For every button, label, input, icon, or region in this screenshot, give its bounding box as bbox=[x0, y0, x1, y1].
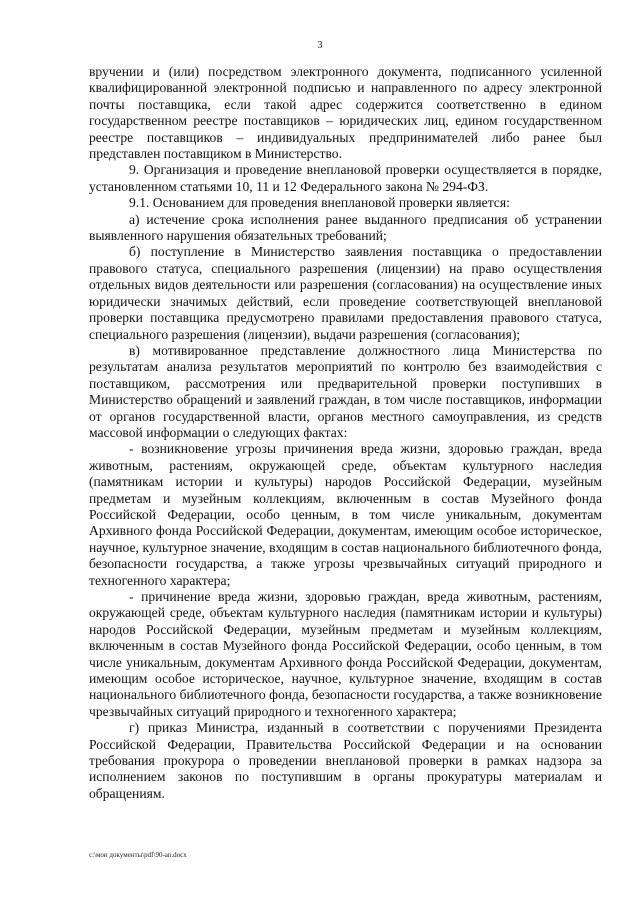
paragraph-continuation: вручении и (или) посредством электронного документа, подписанного усиленной квалифицированной электронной подписью и направленного по адресу электронной почты поставщика, если такой адрес содержится соответственно в едином государственном реестре поставщиков – юридических лиц, едином государственном реестре поставщиков – индивидуальных предпринимателей либо ранее был представлен поставщиком в Министерство. bbox=[89, 64, 602, 162]
paragraph-item-a: а) истечение срока исполнения ранее выданного предписания об устранении выявленного нарушения обязательных требований; bbox=[89, 211, 602, 244]
paragraph-clause-9: 9. Организация и проведение внеплановой проверки осуществляется в порядке, установленном статьями 10, 11 и 12 Федерального закона № 294-ФЗ. bbox=[89, 162, 602, 194]
paragraph-item-v: в) мотивированное представление должностного лица Министерства по результатам анализа результатов мероприятий по контролю без взаимодействия с поставщиком, рассмотрения или предварительной проверки поступивших в Министерство обращений и заявлений граждан, в том числе поставщиков, информации от органов государственной власти, органов местного самоуправления, из средств массовой информации о следующих фактах: bbox=[89, 342, 602, 440]
document-body bbox=[89, 64, 602, 802]
page-number: 3 bbox=[317, 40, 323, 51]
paragraph-item-g: г) приказ Министра, изданный в соответствии с поручениями Президента Российской Федерации, Правительства Российской Федерации и на основании требования прокурора о проведении внеплановой проверки в рамках надзора за исполнением законов по поступившим в органы прокуратуры материалам и обращениям. bbox=[89, 720, 602, 801]
footer-file-path: c:\мои документы\pdf\90-an.docx bbox=[89, 851, 187, 859]
paragraph-item-b: б) поступление в Министерство заявления поставщика о предоставлении правового статуса, специального разрешения (лицензии) на право осуществления отдельных видов деятельности или разрешения (согласования) на осуществление иных юридически значимых действий, если проведение соответствующей внеплановой проверки поставщика предусмотрено правилами предоставления правового статуса, специального разрешения (лицензии), выдачи разрешения (согласования); bbox=[89, 244, 602, 342]
paragraph-bullet-threat: - возникновение угрозы причинения вреда жизни, здоровью граждан, вреда животным, растениям, окружающей среде, объектам культурного наследия (памятникам истории и культуры) народов Российской Федерации, музейным предметам и музейным коллекциям, включенным в состав Музейного фонда Российской Федерации, особо ценным, в том числе уникальным, документам Архивного фонда Российской Федерации, документам, имеющим особое историческое, научное, культурное значение, входящим в состав национального библиотечного фонда, безопасности государства, а также угрозы чрезвычайных ситуаций природного и техногенного характера; bbox=[89, 441, 602, 588]
paragraph-clause-9-1: 9.1. Основанием для проведения внеплановой проверки является: bbox=[129, 195, 510, 211]
paragraph-bullet-harm: - причинение вреда жизни, здоровью граждан, вреда животным, растениям, окружающей среде, объектам культурного наследия (памятникам истории и культуры) народов Российской Федерации, музейным предметам и музейным коллекциям, включенным в состав Музейного фонда Российской Федерации, особо ценным, в том числе уникальным, документам Архивного фонда Российской Федерации, документам, имеющим особое историческое, научное, культурное значение, входящим в состав национального библиотечного фонда, безопасности государства, а также возникновение чрезвычайных ситуаций природного и техногенного характера; bbox=[89, 589, 602, 719]
